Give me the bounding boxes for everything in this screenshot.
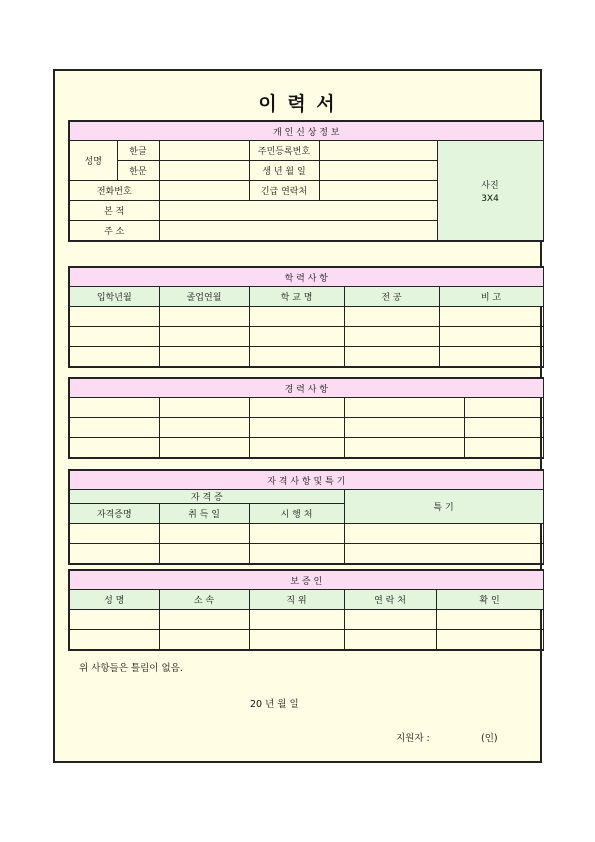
guarantor-cell[interactable] xyxy=(159,630,249,651)
special-skills-header: 특 기 xyxy=(344,490,543,524)
qualification-cell[interactable] xyxy=(344,524,543,544)
photo-size: 3X4 xyxy=(481,193,499,204)
guarantor-cell[interactable] xyxy=(69,610,159,630)
qualification-column-header: 취 득 일 xyxy=(159,504,249,524)
education-cell[interactable] xyxy=(439,347,543,368)
birth-field[interactable] xyxy=(319,161,437,181)
qualifications-section-header: 자 격 사 항 및 특 기 xyxy=(69,470,543,490)
name-label: 성명 xyxy=(69,141,117,181)
hanja-name-field[interactable] xyxy=(159,161,249,181)
career-cell[interactable] xyxy=(69,438,159,459)
education-cell[interactable] xyxy=(344,307,439,327)
career-cell[interactable] xyxy=(464,398,543,418)
qualification-cell[interactable] xyxy=(249,544,344,565)
hangul-name-field[interactable] xyxy=(159,141,249,161)
photo-label: 사진 xyxy=(481,180,499,191)
education-column-header: 전 공 xyxy=(344,287,439,307)
qualification-cell[interactable] xyxy=(69,544,159,565)
guarantor-column-header: 직 위 xyxy=(249,590,344,610)
guarantor-column-header: 소 속 xyxy=(159,590,249,610)
education-cell[interactable] xyxy=(249,327,344,347)
career-cell[interactable] xyxy=(344,418,464,438)
education-section-header: 학 력 사 항 xyxy=(69,267,543,287)
confirmation-statement: 위 사항들은 틀림이 없음. xyxy=(79,663,183,674)
guarantor-table xyxy=(68,569,544,651)
cert-group-header: 자 격 증 xyxy=(69,490,344,504)
career-cell[interactable] xyxy=(69,418,159,438)
applicant-label: 지원자 : xyxy=(396,733,430,744)
emergency-field[interactable] xyxy=(319,181,437,201)
rrn-label: 주민등록번호 xyxy=(249,141,319,161)
guarantor-column-header: 확 인 xyxy=(436,590,543,610)
hanja-label: 한문 xyxy=(117,161,159,181)
guarantor-column-header: 연 락 처 xyxy=(344,590,436,610)
guarantor-cell[interactable] xyxy=(69,630,159,651)
phone-field[interactable] xyxy=(159,181,249,201)
education-column-header: 졸업연월 xyxy=(159,287,249,307)
phone-label: 전화번호 xyxy=(69,181,159,201)
seal-mark: (인) xyxy=(481,733,498,744)
career-cell[interactable] xyxy=(249,438,344,459)
emergency-label: 긴급 연락처 xyxy=(249,181,319,201)
address-field[interactable] xyxy=(159,221,437,242)
education-cell[interactable] xyxy=(344,327,439,347)
education-cell[interactable] xyxy=(439,307,543,327)
qualification-cell[interactable] xyxy=(69,524,159,544)
qualification-column-header: 자격증명 xyxy=(69,504,159,524)
guarantor-section-header: 보 증 인 xyxy=(69,570,543,590)
education-table xyxy=(68,266,544,368)
origin-label: 본 적 xyxy=(69,201,159,221)
document-title: 이 력 서 xyxy=(258,93,337,115)
guarantor-cell[interactable] xyxy=(436,630,543,651)
education-cell[interactable] xyxy=(159,347,249,368)
education-column-header: 입학년월 xyxy=(69,287,159,307)
resume-form xyxy=(53,69,542,763)
career-cell[interactable] xyxy=(159,418,249,438)
career-cell[interactable] xyxy=(344,398,464,418)
guarantor-cell[interactable] xyxy=(249,630,344,651)
education-cell[interactable] xyxy=(159,307,249,327)
education-cell[interactable] xyxy=(69,347,159,368)
education-column-header: 학 교 명 xyxy=(249,287,344,307)
career-cell[interactable] xyxy=(249,418,344,438)
personal-section-header: 개 인 신 상 정 보 xyxy=(69,121,543,141)
career-cell[interactable] xyxy=(159,398,249,418)
personal-info-table xyxy=(68,120,544,242)
education-cell[interactable] xyxy=(344,347,439,368)
guarantor-cell[interactable] xyxy=(344,610,436,630)
guarantor-cell[interactable] xyxy=(344,630,436,651)
birth-label: 생 년 월 일 xyxy=(249,161,319,181)
qualifications-table xyxy=(68,469,544,565)
guarantor-cell[interactable] xyxy=(436,610,543,630)
guarantor-cell[interactable] xyxy=(159,610,249,630)
photo-box[interactable] xyxy=(437,141,543,242)
education-cell[interactable] xyxy=(69,307,159,327)
education-cell[interactable] xyxy=(439,327,543,347)
career-section-header: 경 력 사 항 xyxy=(69,378,543,398)
guarantor-column-header: 성 명 xyxy=(69,590,159,610)
guarantor-cell[interactable] xyxy=(249,610,344,630)
career-cell[interactable] xyxy=(159,438,249,459)
origin-field[interactable] xyxy=(159,201,437,221)
education-cell[interactable] xyxy=(69,327,159,347)
education-cell[interactable] xyxy=(249,307,344,327)
career-cell[interactable] xyxy=(344,438,464,459)
address-label: 주 소 xyxy=(69,221,159,242)
hangul-label: 한글 xyxy=(117,141,159,161)
career-cell[interactable] xyxy=(464,418,543,438)
education-column-header: 비 고 xyxy=(439,287,543,307)
career-cell[interactable] xyxy=(69,398,159,418)
signature-date: 20 년 월 일 xyxy=(250,699,299,710)
qualification-cell[interactable] xyxy=(249,524,344,544)
career-table xyxy=(68,377,544,459)
education-cell[interactable] xyxy=(249,347,344,368)
qualification-cell[interactable] xyxy=(159,544,249,565)
qualification-column-header: 시 행 처 xyxy=(249,504,344,524)
rrn-field[interactable] xyxy=(319,141,437,161)
career-cell[interactable] xyxy=(249,398,344,418)
education-cell[interactable] xyxy=(159,327,249,347)
qualification-cell[interactable] xyxy=(344,544,543,565)
qualification-cell[interactable] xyxy=(159,524,249,544)
career-cell[interactable] xyxy=(464,438,543,459)
